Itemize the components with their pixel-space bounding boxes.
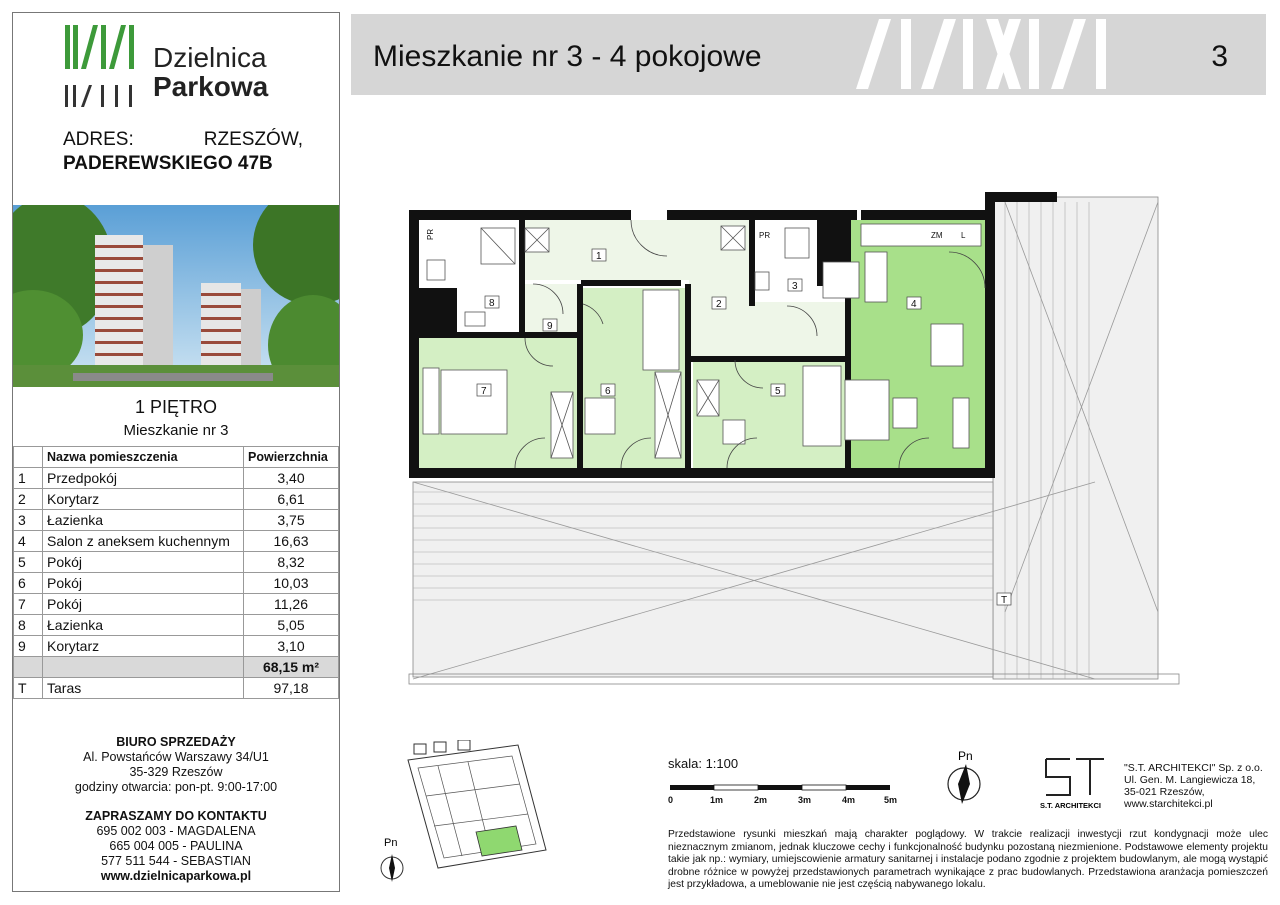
table-row [14,594,339,615]
phone-3: 577 511 544 - SEBASTIAN [101,854,251,868]
scale-label: skala: 1:100 [668,756,739,771]
room-number: 1 [14,468,43,489]
room-name: Przedpokój [43,468,244,489]
total-row [14,657,339,678]
architect-website[interactable]: www.starchitekci.pl [1124,798,1213,810]
brand-line1: Dzielnica [153,42,267,73]
office-hours: godziny otwarcia: pon-pt. 9:00-17:00 [74,780,278,794]
key-plan [378,740,548,890]
table-header-row [14,447,339,468]
contact-title: ZAPRASZAMY DO KONTAKTU [85,809,267,823]
room-name: Pokój [43,573,244,594]
logo-mark-icon [65,25,134,107]
room-area: 3,10 [244,636,339,657]
disclaimer: Przedstawione rysunki mieszkań mają charakter poglądowy. W trakcie realizacji inwestycji rzut kondygnacji może ulec nieznacznym zmianom, jednak kluczowe cechy i funkcjonalność budynku pozostaną niezmienione. Podstawowe elementy projektu takie jak np.: wymiary, umiejscowienie armatury sanitarnej i instalacje podano zgodnie z projektem budowlanym, ale mogą wystąpić drobne różnice w powyżej przedstawionych parametrach wynikające z prac budowlanych. Przedstawiona aranżacja pomieszczeń jest przykładowa, a umeblowanie nie jest częścią nabywanego lokalu. [668,829,1268,890]
phone-1: 695 002 003 - MAGDALENA [96,824,256,838]
table-row [14,573,339,594]
scale-bar [668,756,900,812]
pr-label: PR [759,231,771,240]
room-name: Łazienka [43,510,244,531]
table-row [14,531,339,552]
terrace-name: Taras [43,678,244,699]
scale-tick: 2m [754,795,768,805]
floor-info [13,397,339,439]
room-label-3: 3 [792,281,798,292]
rooms-table [13,446,339,699]
address-city: RZESZÓW, [203,129,303,150]
room-name: Korytarz [43,489,244,510]
room-number: 3 [14,510,43,531]
room-label-6: 6 [605,386,611,397]
address [63,129,303,175]
brand-name [153,43,268,101]
architect-city: 35-021 Rzeszów, [1124,786,1205,798]
terrace-label: T [1001,595,1008,606]
room-name: Salon z aneksem kuchennym [43,531,244,552]
header-bar [351,14,1266,95]
table-header: Nazwa pomieszczenia [43,447,244,468]
room-name: Pokój [43,594,244,615]
scale-tick: 1m [710,795,724,805]
office-city: 35-329 Rzeszów [129,765,223,779]
contact-block [13,809,339,884]
scale-tick: 5m [884,795,898,805]
scale-tick: 0 [668,795,674,805]
room-number: 9 [14,636,43,657]
room-area: 3,75 [244,510,339,531]
sales-office [13,735,339,795]
table-row [14,552,339,573]
table-header: Powierzchnia [244,447,339,468]
room-number: 7 [14,594,43,615]
room-number: 4 [14,531,43,552]
architect-name: "S.T. ARCHITEKCI" Sp. z o.o. [1124,762,1263,774]
brand-line2: Parkowa [153,71,269,102]
room-area: 3,40 [244,468,339,489]
floor-level: 1 PIĘTRO [134,397,218,417]
room-number: 2 [14,489,43,510]
decor-stripes-icon [851,14,1151,95]
room-area: 10,03 [244,573,339,594]
address-label: ADRES: [63,129,134,150]
apartment-number: 3 [1211,40,1228,73]
office-street: Al. Powstańców Warszawy 34/U1 [83,750,269,764]
table-row [14,636,339,657]
room-number: 8 [14,615,43,636]
compass-label: Pn [384,837,398,849]
table-row [14,615,339,636]
compass-icon [934,748,984,806]
architect-logo-caption: S.T. ARCHITEKCI [1040,801,1101,810]
page-title: Mieszkanie nr 3 - 4 pokojowe [373,40,762,73]
compass-label-large: Pn [958,749,973,763]
scale-tick: 4m [842,795,856,805]
architect-info [1124,762,1263,810]
room-number: 5 [14,552,43,573]
floor-plan [405,192,1185,692]
room-area: 5,05 [244,615,339,636]
room-area: 6,61 [244,489,339,510]
room-label-9: 9 [547,321,553,332]
room-label-5: 5 [775,386,781,397]
apartment-name: Mieszkanie nr 3 [123,422,229,439]
room-name: Korytarz [43,636,244,657]
room-area: 16,63 [244,531,339,552]
architect-logo [1040,755,1114,811]
table-row [14,510,339,531]
table-row [14,489,339,510]
total-area: 68,15 m² [244,657,339,678]
table-row [14,468,339,489]
terrace-number: T [14,678,43,699]
terrace-row [14,678,339,699]
website-link[interactable]: www.dzielnicaparkowa.pl [100,869,252,883]
room-area: 8,32 [244,552,339,573]
building-photo [13,205,339,387]
room-name: Pokój [43,552,244,573]
pr-label: PR [426,228,435,240]
room-name: Łazienka [43,615,244,636]
room-label-2: 2 [716,299,722,310]
scale-ruler-icon [668,771,900,807]
scale-tick: 3m [798,795,812,805]
l-label: L [961,231,966,240]
zm-label: ZM [931,231,943,240]
room-number: 6 [14,573,43,594]
compass-small-icon [381,854,403,882]
room-area: 11,26 [244,594,339,615]
office-title: BIURO SPRZEDAŻY [116,735,236,749]
address-street: PADEREWSKIEGO 47B [63,153,273,174]
terrace-area: 97,18 [244,678,339,699]
room-label-1: 1 [596,251,602,262]
room-label-4: 4 [911,299,917,310]
room-label-8: 8 [489,298,495,309]
architect-street: Ul. Gen. M. Langiewicza 18, [1124,774,1256,786]
phone-2: 665 004 005 - PAULINA [109,839,243,853]
info-panel [12,12,340,892]
room-label-7: 7 [481,386,487,397]
table-header [14,447,43,468]
